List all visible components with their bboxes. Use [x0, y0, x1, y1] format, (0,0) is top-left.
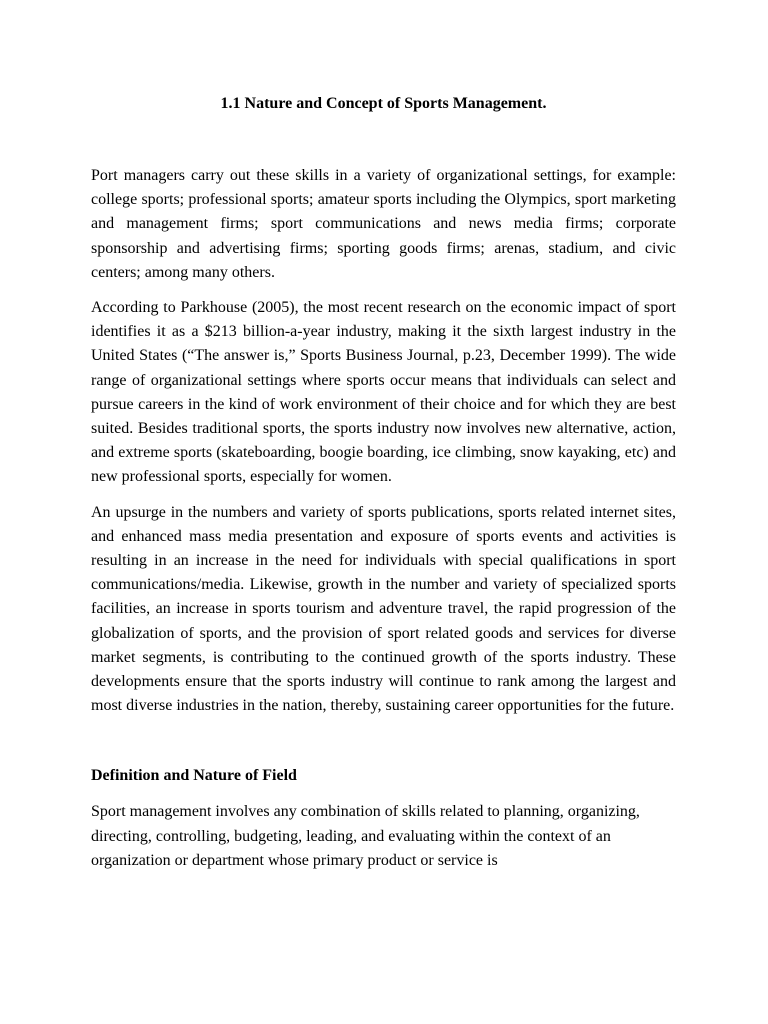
subheading-definition: Definition and Nature of Field [91, 767, 297, 785]
paragraph-definition: Sport management involves any combination of skills related to planning, organizing, directing, controlling, budgeting, leading, and evaluating within the context of an organization or department whose primary product or service is [91, 803, 640, 869]
paragraph-industry-growth: An upsurge in the numbers and variety of sports publications, sports related internet sites, and enhanced mass media presentation and exposure of sports events and activities is resulting in an increase in the need for individuals with special qualifications in sport communications/media. Likewise, growth in the number and variety of specialized sports facilities, an increase in sports tourism and adventure travel, the rapid progression of the globalization of sports, and the provision of sport related goods and services for diverse market segments, is contributing to the continued growth of the sports industry. These developments ensure that the sports industry will continue to rank among the largest and most diverse industries in the nation, thereby, sustaining career opportunities for the future. [91, 503, 676, 715]
section-title: 1.1 Nature and Concept of Sports Management. [220, 95, 547, 112]
document-page [91, 92, 676, 884]
paragraph-organizational-settings: Port managers carry out these skills in a variety of organizational settings, for example: college sports; professional sports; amateur sports including the Olympics, sport marketing and management firms; sport communications and news media firms; corporate sponsorship and advertising firms; sporting goods firms; arenas, stadium, and civic centers; among many others. [91, 167, 676, 281]
paragraph-economic-impact: According to Parkhouse (2005), the most recent research on the economic impact of sport identifies it as a $213 billion-a-year industry, making it the sixth largest industry in the United States (“The answer is,” Sports Business Journal, p.23, December 1999). The wide range of organizational settings where sports occur means that individuals can select and pursue careers in the kind of work environment of their choice and for which they are best suited. Besides traditional sports, the sports industry now involves new alternative, action, and extreme sports (skateboarding, boogie boarding, ice climbing, snow kayaking, etc) and new professional sports, especially for women. [91, 299, 676, 486]
